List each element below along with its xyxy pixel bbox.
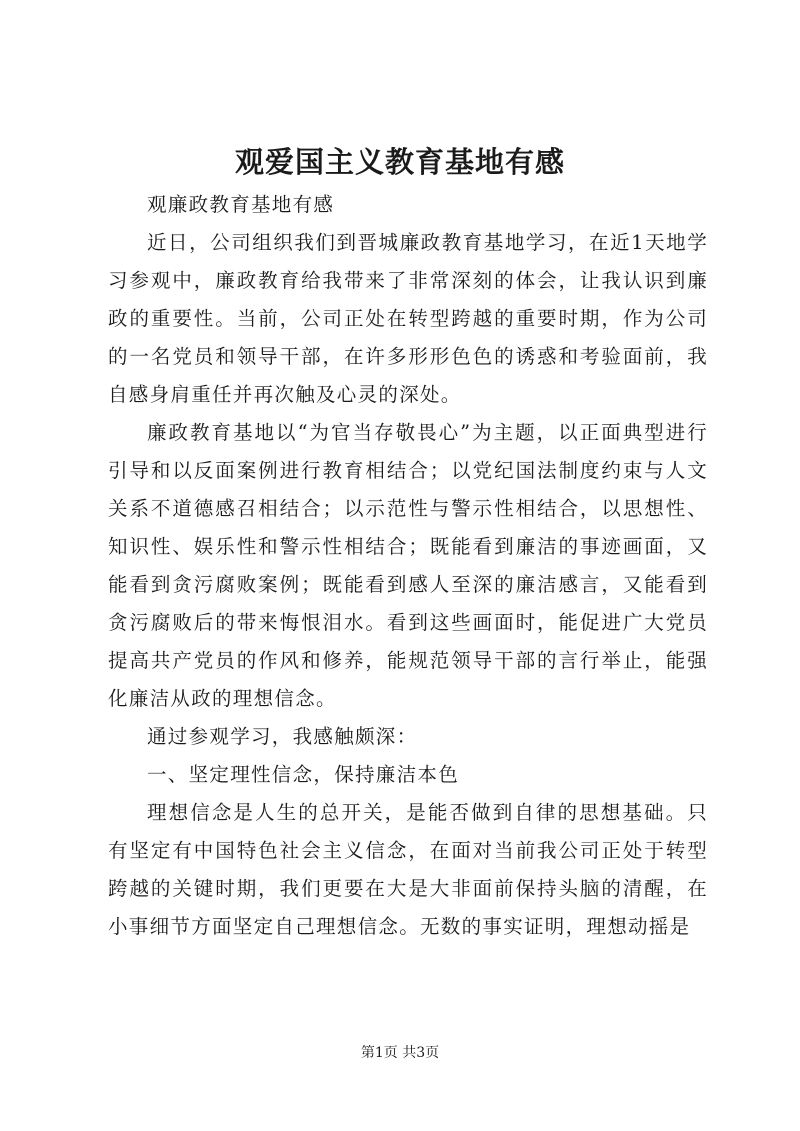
paragraph: 理想信念是人生的总开关，是能否做到自律的思想基础。只有坚定有中国特色社会主义信念，在面对当前我公司正处于转型跨越的关键时期，我们更要在大是大非面前保持头脑的清醒，在小事细节方面坚定自己理想信念。无数的事实证明，理想动摇是 <box>108 801 708 938</box>
document-title: 观爱国主义教育基地有感 <box>234 145 565 179</box>
paragraph: 廉政教育基地以“为官当存敬畏心”为主题，以正面典型进行引导和以反面案例进行教育相结合；以党纪国法制度约束与人文关系不道德感召相结合；以示范性与警示性相结合，以思想性、知识性、娱乐性和警示性相结合；既能看到廉洁的事迹画面，又能看到贪污腐败案例；既能看到感人至深的廉洁感言，又能看到贪污腐败后的带来悔恨泪水。看到这些画面时，能促进广大党员提高共产党员的作风和修养，能规范领导干部的言行举止，能强化廉洁从政的理想信念。 <box>108 421 708 710</box>
document-body <box>108 186 708 946</box>
paragraph: 近日，公司组织我们到晋城廉政教育基地学习，在近1天地学习参观中，廉政教育给我带来了非常深刻的体会，让我认识到廉政的重要性。当前，公司正处在转型跨越的重要时期，作为公司的一名党员和领导干部，在许多形形色色的诱惑和考验面前，我自感身肩重任并再次触及心灵的深处。 <box>108 231 708 406</box>
paragraph: 通过参观学习，我感触颇深： <box>147 725 418 748</box>
section-heading: 一、坚定理性信念，保持廉洁本色 <box>147 763 460 786</box>
page-number: 第1页 共3页 <box>360 1045 440 1061</box>
paragraph-subtitle: 观廉政教育基地有感 <box>147 193 335 216</box>
